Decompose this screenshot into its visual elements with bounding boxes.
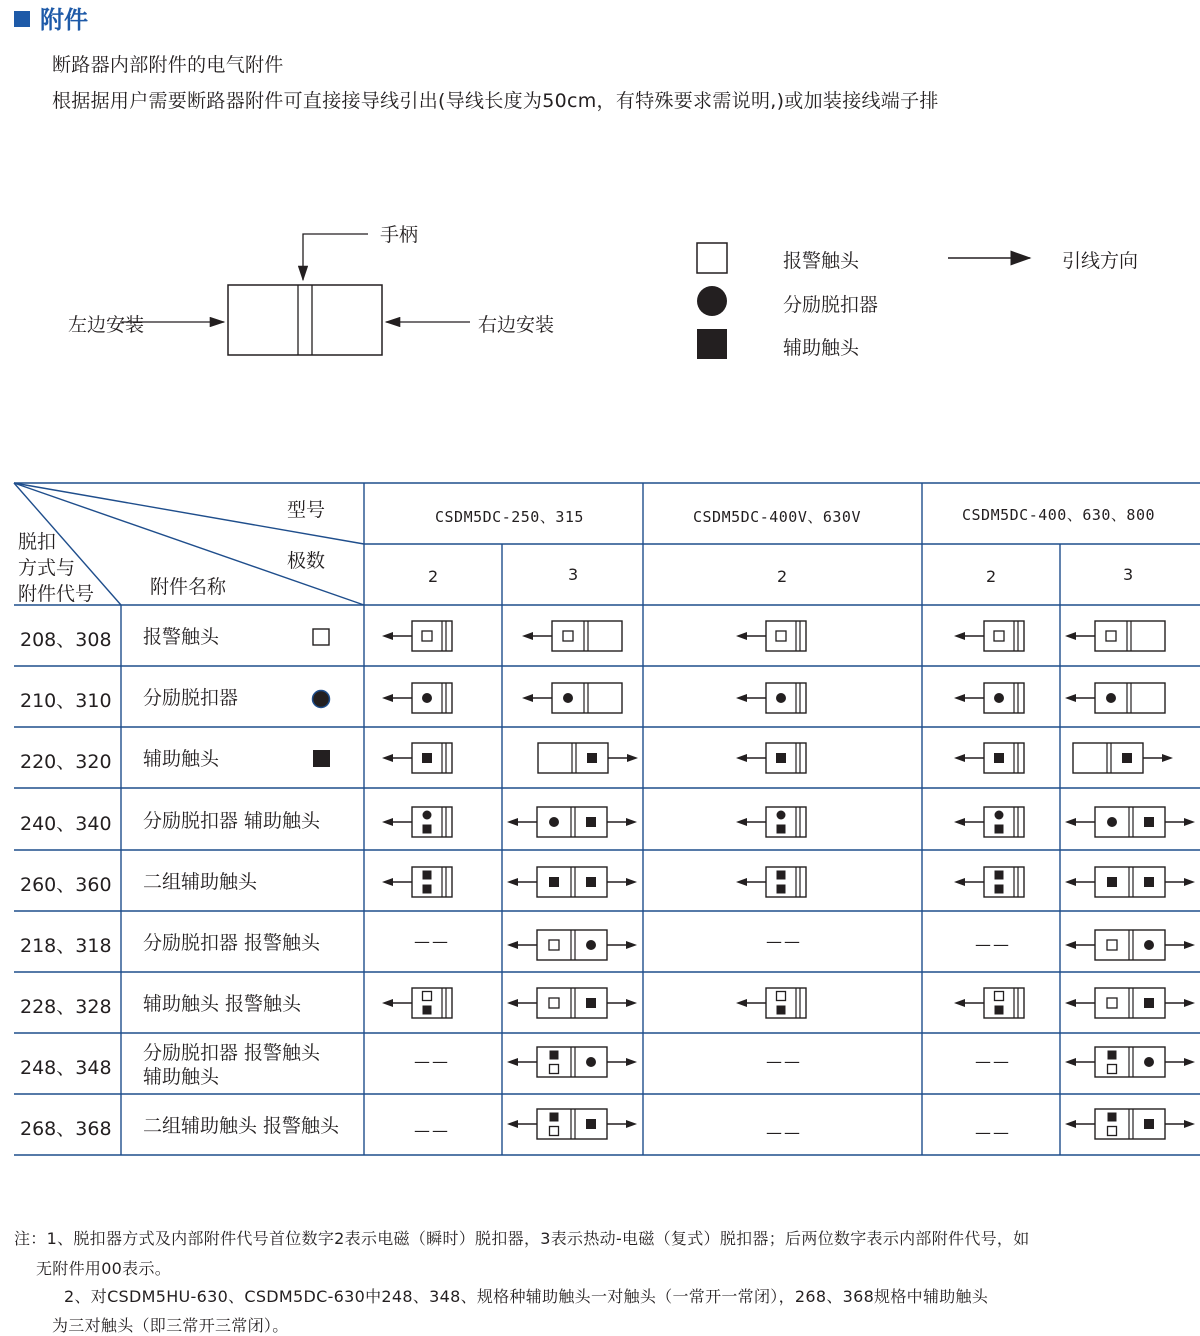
lead-arrow-icon — [954, 754, 965, 762]
row-code: 268、368 — [20, 1118, 112, 1140]
shunt-release-icon — [1144, 940, 1154, 950]
row-code: 240、340 — [20, 813, 112, 835]
lead-arrow-icon — [954, 632, 965, 640]
lead-arrow-icon — [1162, 754, 1173, 762]
header-model: 型号 — [287, 499, 326, 521]
header-trip-line1: 脱扣 — [18, 531, 57, 553]
not-available: —— — [766, 1123, 802, 1142]
lead-arrow-icon — [1184, 818, 1195, 826]
aux-contact-icon — [995, 1006, 1004, 1015]
lead-arrow-icon — [1065, 632, 1076, 640]
legend-shunt: 分励脱扣器 — [783, 294, 879, 316]
row-name: 报警触头 — [143, 626, 220, 648]
alarm-contact-icon — [563, 631, 573, 641]
alarm-contact-icon — [1108, 1065, 1117, 1074]
row-name: 二组辅助触头 — [143, 871, 258, 893]
lead-arrow-icon — [626, 999, 637, 1007]
breaker-box-icon — [537, 930, 607, 960]
lead-arrow-icon — [1184, 1120, 1195, 1128]
lead-arrow-icon — [1065, 1058, 1076, 1066]
note-1-line-2: 无附件用00表示。 — [36, 1259, 172, 1278]
lead-arrow-icon — [382, 999, 393, 1007]
pole-5: 3 — [1123, 565, 1134, 584]
aux-contact-icon — [422, 753, 432, 763]
alarm-contact-icon — [550, 1127, 559, 1136]
header-accessory: 附件名称 — [150, 576, 227, 598]
lead-arrow-icon — [954, 694, 965, 702]
aux-contact-icon — [423, 871, 432, 880]
aux-contact-icon — [777, 825, 786, 834]
lead-arrow-icon — [1065, 818, 1076, 826]
lead-arrow-icon — [736, 632, 747, 640]
aux-contact-icon — [1144, 998, 1154, 1008]
shunt-release-icon — [1106, 693, 1116, 703]
alarm-contact-icon — [549, 940, 559, 950]
lead-arrow-icon — [736, 999, 747, 1007]
lead-arrow-icon — [382, 632, 393, 640]
aux-contact-icon — [550, 1051, 559, 1060]
breaker-box-icon — [537, 1109, 607, 1139]
aux-contact-icon — [586, 1119, 596, 1129]
lead-arrow-icon — [507, 878, 518, 886]
aux-contact-icon — [586, 817, 596, 827]
intro-line-1: 断路器内部附件的电气附件 — [52, 54, 284, 76]
lead-arrow-icon — [522, 632, 533, 640]
alarm-contact-icon — [776, 631, 786, 641]
header-trip-line2: 方式与 — [18, 557, 76, 579]
aux-contact-icon — [1108, 1051, 1117, 1060]
lead-arrow-icon — [626, 1058, 637, 1066]
lead-arrow-icon — [1065, 694, 1076, 702]
right-mount-label: 右边安装 — [478, 314, 555, 336]
shunt-release-icon — [995, 811, 1004, 820]
pole-1: 2 — [428, 567, 439, 586]
row-name: 分励脱扣器 报警触头 — [143, 932, 321, 954]
aux-contact-icon — [995, 885, 1004, 894]
aux-contact-icon — [777, 871, 786, 880]
breaker-box-icon — [537, 1047, 607, 1077]
row-code: 220、320 — [20, 751, 112, 773]
lead-arrow-icon — [736, 878, 747, 886]
aux-contact-icon — [423, 825, 432, 834]
not-available: —— — [975, 1052, 1011, 1071]
lead-arrow-icon — [1184, 999, 1195, 1007]
shunt-release-icon — [1144, 1057, 1154, 1067]
shunt-release-icon — [586, 1057, 596, 1067]
model-col-1: CSDM5DC-250、315 — [435, 508, 584, 526]
note-1-line-1: 注：1、脱扣器方式及内部附件代号首位数字2表示电磁（瞬时）脱扣器，3表示热动-电磁（复式）脱扣器；后两位数字表示内部附件代号，如 — [14, 1229, 1030, 1248]
alarm-contact-icon — [1106, 631, 1116, 641]
not-available: —— — [766, 1052, 802, 1071]
shunt-release-icon — [423, 811, 432, 820]
aux-contact-icon — [994, 753, 1004, 763]
lead-arrow-icon — [507, 941, 518, 949]
breaker-box-icon — [537, 807, 607, 837]
alarm-contact-icon — [995, 992, 1004, 1001]
lead-arrow-icon — [522, 694, 533, 702]
shunt-release-icon — [586, 940, 596, 950]
breaker-box-icon — [552, 683, 622, 713]
shunt-release-icon — [563, 693, 573, 703]
breaker-box-icon — [1095, 867, 1165, 897]
legend-direction: 引线方向 — [1062, 250, 1139, 272]
pole-3: 2 — [777, 567, 788, 586]
breaker-box-icon — [537, 867, 607, 897]
breaker-box-icon — [1095, 1109, 1165, 1139]
breaker-box-icon — [538, 743, 608, 773]
row-code: 228、328 — [20, 996, 112, 1018]
breaker-box-icon — [1095, 683, 1165, 713]
aux-contact-icon — [587, 753, 597, 763]
aux-contact-icon — [423, 885, 432, 894]
lead-arrow-icon — [507, 1058, 518, 1066]
lead-arrow-icon — [1065, 999, 1076, 1007]
lead-arrow-icon — [954, 878, 965, 886]
row-code: 210、310 — [20, 690, 112, 712]
lead-arrow-icon — [1065, 941, 1076, 949]
lead-arrow-icon — [627, 754, 638, 762]
not-available: —— — [414, 1121, 450, 1140]
row-name: 辅助触头 — [143, 748, 220, 770]
lead-arrow-icon — [382, 754, 393, 762]
lead-arrow-icon — [1184, 878, 1195, 886]
lead-arrow-icon — [507, 1120, 518, 1128]
aux-contact-icon — [1144, 817, 1154, 827]
row-code: 248、348 — [20, 1057, 112, 1079]
aux-contact-icon — [549, 877, 559, 887]
shunt-release-icon — [994, 693, 1004, 703]
alarm-contact-icon — [549, 998, 559, 1008]
alarm-contact-icon — [1108, 1127, 1117, 1136]
lead-arrow-icon — [507, 818, 518, 826]
shunt-release-icon — [549, 817, 559, 827]
row-name: 分励脱扣器 — [143, 687, 239, 709]
header-trip-line3: 附件代号 — [18, 583, 95, 605]
lead-arrow-icon — [626, 941, 637, 949]
aux-contact-icon — [1144, 877, 1154, 887]
note-2-line-1: 2、对CSDM5HU-630、CSDM5DC-630中248、348、规格种辅助触头一对触头（一常开一常闭），268、368规格中辅助触头 — [64, 1287, 989, 1306]
alarm-contact-icon — [423, 992, 432, 1001]
aux-contact-icon — [586, 877, 596, 887]
note-2-line-2: 为三对触头（即三常开三常闭）。 — [52, 1316, 289, 1335]
row-name: 辅助触头 报警触头 — [143, 993, 302, 1015]
aux-contact-icon — [777, 1006, 786, 1015]
lead-arrow-icon — [626, 1120, 637, 1128]
lead-arrow-icon — [507, 999, 518, 1007]
row-name-line2: 辅助触头 — [143, 1066, 220, 1088]
not-available: —— — [975, 935, 1011, 954]
handle-label: 手柄 — [380, 224, 419, 246]
row-name: 二组辅助触头 报警触头 — [143, 1115, 340, 1137]
lead-arrow-icon — [1184, 1058, 1195, 1066]
row-name: 分励脱扣器 辅助触头 — [143, 810, 321, 832]
model-col-3: CSDM5DC-400、630、800 — [962, 506, 1156, 524]
aux-contact-icon — [995, 825, 1004, 834]
breaker-box-icon — [1095, 988, 1165, 1018]
shunt-release-icon — [776, 693, 786, 703]
breaker-box-icon — [1095, 1047, 1165, 1077]
lead-arrow-icon — [626, 878, 637, 886]
lead-arrow-icon — [626, 818, 637, 826]
shunt-release-icon — [422, 693, 432, 703]
aux-contact-icon — [995, 871, 1004, 880]
lead-arrow-icon — [382, 818, 393, 826]
shunt-release-icon — [1107, 817, 1117, 827]
aux-contact-icon — [423, 1006, 432, 1015]
intro-line-2: 根据据用户需要断路器附件可直接接导线引出(导线长度为50cm，有特殊要求需说明,)或加装接线端子排 — [52, 90, 939, 112]
breaker-box-icon — [1073, 743, 1143, 773]
aux-contact-icon — [777, 885, 786, 894]
row-name: 分励脱扣器 报警触头 — [143, 1042, 321, 1064]
not-available: —— — [766, 932, 802, 951]
lead-arrow-icon — [1065, 878, 1076, 886]
not-available: —— — [414, 932, 450, 951]
aux-contact-icon — [1122, 753, 1132, 763]
left-mount-label: 左边安装 — [68, 314, 145, 336]
alarm-contact-icon — [422, 631, 432, 641]
legend-alarm: 报警触头 — [783, 250, 860, 272]
row-code: 208、308 — [20, 629, 112, 651]
alarm-contact-icon — [550, 1065, 559, 1074]
breaker-box-icon — [537, 988, 607, 1018]
aux-contact-icon — [550, 1113, 559, 1122]
breaker-box-icon — [1095, 807, 1165, 837]
lead-arrow-icon — [736, 818, 747, 826]
alarm-contact-icon — [994, 631, 1004, 641]
lead-arrow-icon — [1184, 941, 1195, 949]
lead-arrow-icon — [382, 694, 393, 702]
aux-contact-icon — [1144, 1119, 1154, 1129]
lead-arrow-icon — [954, 818, 965, 826]
legend-aux: 辅助触头 — [783, 337, 860, 359]
not-available: —— — [975, 1123, 1011, 1142]
pole-2: 3 — [568, 565, 579, 584]
pole-4: 2 — [986, 567, 997, 586]
lead-arrow-icon — [736, 754, 747, 762]
aux-contact-icon — [1107, 877, 1117, 887]
shunt-release-icon — [777, 811, 786, 820]
aux-contact-icon — [776, 753, 786, 763]
header-poles: 极数 — [287, 550, 326, 572]
aux-contact-icon — [1108, 1113, 1117, 1122]
lead-arrow-icon — [736, 694, 747, 702]
breaker-box-icon — [1095, 930, 1165, 960]
lead-arrow-icon — [954, 999, 965, 1007]
row-code: 260、360 — [20, 874, 112, 896]
lead-arrow-icon — [1065, 1120, 1076, 1128]
model-col-2: CSDM5DC-400V、630V — [693, 508, 861, 526]
aux-contact-icon — [586, 998, 596, 1008]
alarm-contact-icon — [777, 992, 786, 1001]
lead-arrow-icon — [382, 878, 393, 886]
section-title: 附件 — [14, 0, 88, 35]
alarm-contact-icon — [1107, 998, 1117, 1008]
alarm-contact-icon — [1107, 940, 1117, 950]
not-available: —— — [414, 1052, 450, 1071]
row-code: 218、318 — [20, 935, 112, 957]
